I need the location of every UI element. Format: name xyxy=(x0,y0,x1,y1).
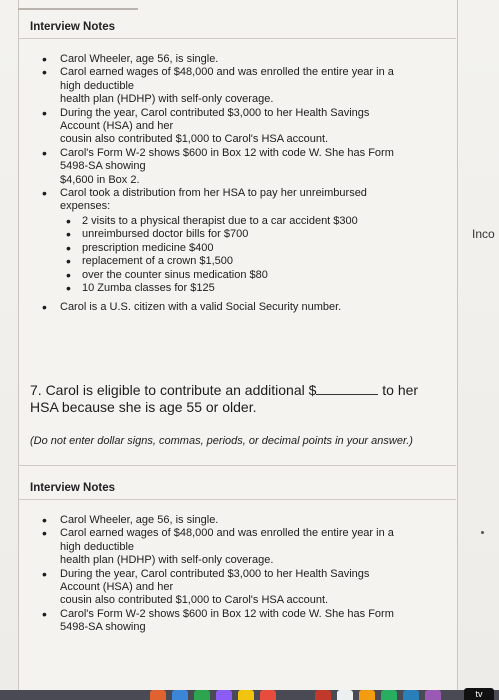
dock-app-icon[interactable] xyxy=(194,690,210,700)
dock-app-icon[interactable] xyxy=(238,690,254,700)
note-line: Carol Wheeler, age 56, is single. xyxy=(60,53,219,65)
note-line: During the year, Carol contributed $3,000 to her Health Savings xyxy=(60,106,370,119)
section-title: Interview Notes xyxy=(30,21,115,33)
note-line: Carol is a U.S. citizen with a valid Social Security number. xyxy=(60,301,342,314)
question-text xyxy=(30,382,440,416)
bullet-icon: • xyxy=(66,226,71,243)
question-line2: HSA because she is age 55 or older. xyxy=(30,399,257,415)
bullet-icon: • xyxy=(42,512,47,528)
note-line: Carol took a distribution from her HSA to pay her unreimbursed xyxy=(60,187,367,200)
note-line: $4,600 in Box 2. xyxy=(60,173,140,186)
section-divider xyxy=(18,38,456,39)
dock-app-icon[interactable] xyxy=(150,690,166,700)
note-line: Carol's Form W-2 shows $600 in Box 12 with code W. She has Form xyxy=(60,607,394,620)
dock-calendar-icon[interactable] xyxy=(315,690,331,700)
bullet-icon: • xyxy=(66,266,71,283)
note-line: Carol Wheeler, age 56, is single. xyxy=(60,514,219,526)
expense-text: over the counter sinus medication $80 xyxy=(82,268,268,281)
expense-item xyxy=(60,266,394,283)
dock-app-icon[interactable] xyxy=(403,690,419,700)
expense-text: 10 Zumba classes for $125 xyxy=(82,281,215,294)
expense-item xyxy=(60,239,394,256)
expense-text: prescription medicine $400 xyxy=(82,241,214,254)
note-line: cousin also contributed $1,000 to Carol's HSA account. xyxy=(60,594,329,607)
bullet-icon: • xyxy=(66,279,71,296)
note-line: Carol earned wages of $48,000 and was enrolled the entire year in a xyxy=(60,66,394,79)
section-divider-2 xyxy=(18,465,456,466)
note-line: Carol earned wages of $48,000 and was enrolled the entire year in a xyxy=(60,527,394,540)
answer-input[interactable] xyxy=(316,382,378,395)
section-divider-3 xyxy=(18,499,456,500)
bullet-icon: • xyxy=(42,185,47,202)
dock-app-icon[interactable] xyxy=(260,690,276,700)
bullet-icon: • xyxy=(66,212,71,229)
dock-app-icon[interactable] xyxy=(337,690,353,700)
side-panel-label: Inco xyxy=(472,227,495,241)
note-line: During the year, Carol contributed $3,000 to her Health Savings xyxy=(60,567,370,580)
expense-item xyxy=(60,228,394,241)
note-item xyxy=(34,66,394,106)
note-line: expenses: xyxy=(60,200,111,213)
bullet-icon: • xyxy=(42,64,47,81)
note-item xyxy=(34,187,394,295)
dock-app-icon[interactable] xyxy=(425,690,441,700)
note-line: Carol's Form W-2 shows $600 in Box 12 with code W. She has Form xyxy=(60,146,394,159)
dock-app-icon[interactable] xyxy=(172,690,188,700)
side-dot xyxy=(481,531,484,534)
top-rule xyxy=(18,8,138,10)
expense-item xyxy=(60,212,394,229)
note-item xyxy=(34,104,394,147)
note-line: Account (HSA) and her xyxy=(60,581,174,594)
bullet-icon: • xyxy=(66,253,71,270)
dock-app-icon[interactable] xyxy=(381,690,397,700)
note-line: high deductible xyxy=(60,79,135,92)
note-item xyxy=(34,514,394,527)
bullet-icon: • xyxy=(42,605,47,622)
expenses-list xyxy=(60,212,394,296)
note-item xyxy=(34,53,394,66)
expense-item xyxy=(60,255,394,268)
note-line: Account (HSA) and her xyxy=(60,120,174,133)
note-item xyxy=(34,605,394,635)
note-line: health plan (HDHP) with self-only coverage. xyxy=(60,93,274,106)
bullet-icon: • xyxy=(42,144,47,161)
bullet-icon: • xyxy=(66,239,71,256)
note-line: 5498-SA showing xyxy=(60,160,146,173)
note-line: high deductible xyxy=(60,540,135,553)
answer-hint: (Do not enter dollar signs, commas, periods, or decimal points in your answer.) xyxy=(30,435,413,447)
apple-tv-icon[interactable]: tv xyxy=(464,688,494,700)
interview-notes-list xyxy=(34,53,394,315)
dock-app-icon[interactable] xyxy=(359,690,375,700)
note-line: health plan (HDHP) with self-only coverage. xyxy=(60,554,274,567)
bullet-icon: • xyxy=(42,299,47,316)
bullet-icon: • xyxy=(42,525,47,542)
question-part2: to her xyxy=(378,382,419,398)
note-item xyxy=(34,301,394,314)
bullet-icon: • xyxy=(42,51,47,67)
bullet-icon: • xyxy=(42,565,47,582)
note-line: 5498-SA showing xyxy=(60,621,146,634)
bullet-icon: • xyxy=(42,104,47,121)
note-item xyxy=(34,527,394,567)
note-item xyxy=(34,144,394,187)
interview-notes-list-2 xyxy=(34,514,394,635)
expense-text: replacement of a crown $1,500 xyxy=(82,255,234,268)
expense-text: 2 visits to a physical therapist due to a car accident $300 xyxy=(82,214,358,227)
expense-item xyxy=(60,279,394,296)
question-part1: 7. Carol is eligible to contribute an additional $ xyxy=(30,382,317,398)
dock-app-icon[interactable] xyxy=(216,690,232,700)
note-item xyxy=(34,565,394,608)
section-title-2: Interview Notes xyxy=(30,482,115,494)
expense-text: unreimbursed doctor bills for $700 xyxy=(82,228,249,241)
note-line: cousin also contributed $1,000 to Carol's HSA account. xyxy=(60,133,329,146)
